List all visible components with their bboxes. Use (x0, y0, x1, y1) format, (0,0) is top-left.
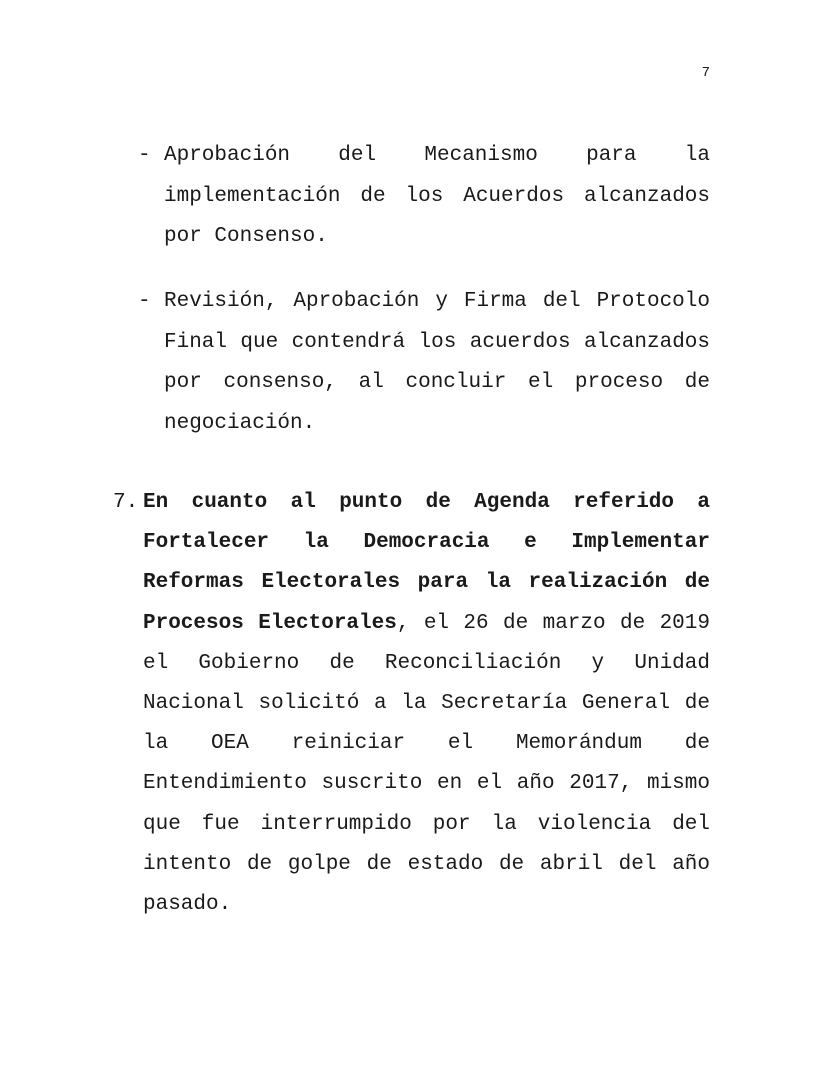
item-number: 7. (113, 491, 139, 514)
dash-marker: - (138, 290, 151, 313)
numbered-item (113, 483, 710, 925)
numbered-item-text (143, 483, 710, 925)
list-item (138, 282, 710, 444)
page-number: 7 (701, 65, 710, 81)
body-text: , el 26 de marzo de 2019 el Gobierno de Reconciliación y Unidad Nacional solicitó a la Secretaría General de la OEA reiniciar el Memorándum de Entendimiento suscrito en el año 2017, mismo que fue interrumpido por la violencia del intento de golpe de estado de abril del año pasado. (143, 611, 710, 917)
list-item (138, 136, 710, 258)
bold-heading-text: En cuanto al punto de Agenda referido a Fortalecer la Democracia e Implementar Reformas Electorales para la realización de Procesos Electorales (143, 491, 710, 635)
list-item-text: Revisión, Aprobación y Firma del Protocolo Final que contendrá los acuerdos alcanzados por consenso, al concluir el proceso de negociación. (164, 290, 710, 435)
list-item-text: Aprobación del Mecanismo para la implementación de los Acuerdos alcanzados por Consenso. (164, 144, 710, 248)
dash-marker: - (138, 144, 151, 167)
